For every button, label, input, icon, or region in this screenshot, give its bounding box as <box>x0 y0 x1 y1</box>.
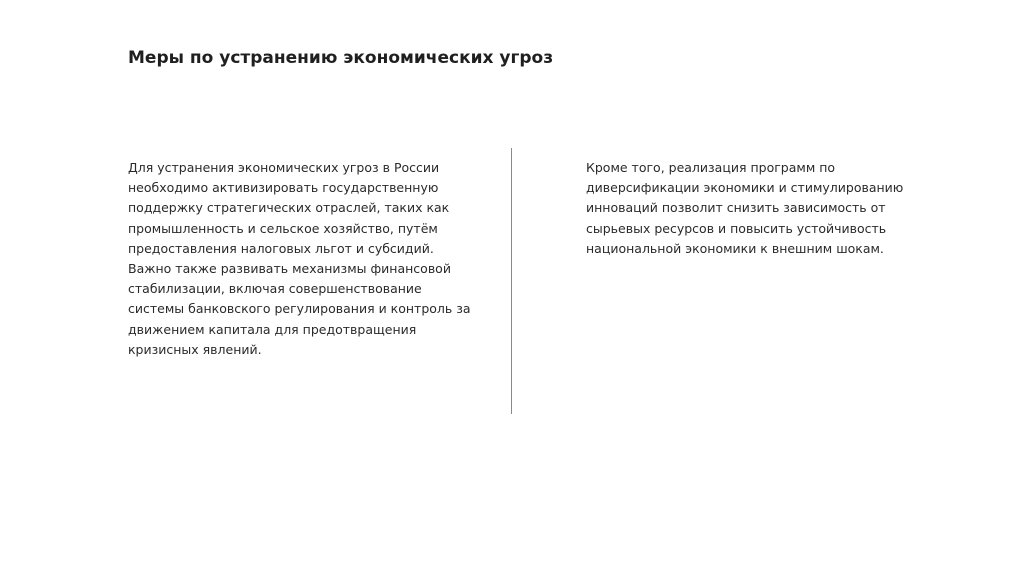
slide-title: Меры по устранению экономических угроз <box>128 48 554 68</box>
left-text-line: системы банковского регулирования и контроль за <box>128 301 471 317</box>
left-text-line: Для устранения экономических угроз в России <box>128 160 440 175</box>
right-text-line: инноваций позволит снизить зависимость от <box>586 200 886 216</box>
right-text-line: Кроме того, реализация программ по <box>586 160 836 175</box>
right-text-line: диверсификации экономики и стимулированию <box>586 180 904 196</box>
left-text-line: необходимо активизировать государственную <box>128 180 439 196</box>
left-text-line: поддержку стратегических отраслей, таких как <box>128 200 450 216</box>
left-text-column <box>128 158 471 360</box>
left-text-line: предоставления налоговых льгот и субсидий. <box>128 240 434 256</box>
left-text-line: промышленность и сельское хозяйство, путём <box>128 220 438 236</box>
left-text-line: стабилизации, включая совершенствование <box>128 281 422 297</box>
right-text-column <box>586 158 906 259</box>
left-text-line: кризисных явлений. <box>128 341 262 357</box>
left-text-line: движением капитала для предотвращения <box>128 321 417 337</box>
right-text-line: национальной экономики к внешним шокам. <box>586 240 884 256</box>
right-text-line: сырьевых ресурсов и повысить устойчивость <box>586 220 887 236</box>
left-text-line: Важно также развивать механизмы финансовой <box>128 261 451 277</box>
column-divider <box>511 148 512 414</box>
